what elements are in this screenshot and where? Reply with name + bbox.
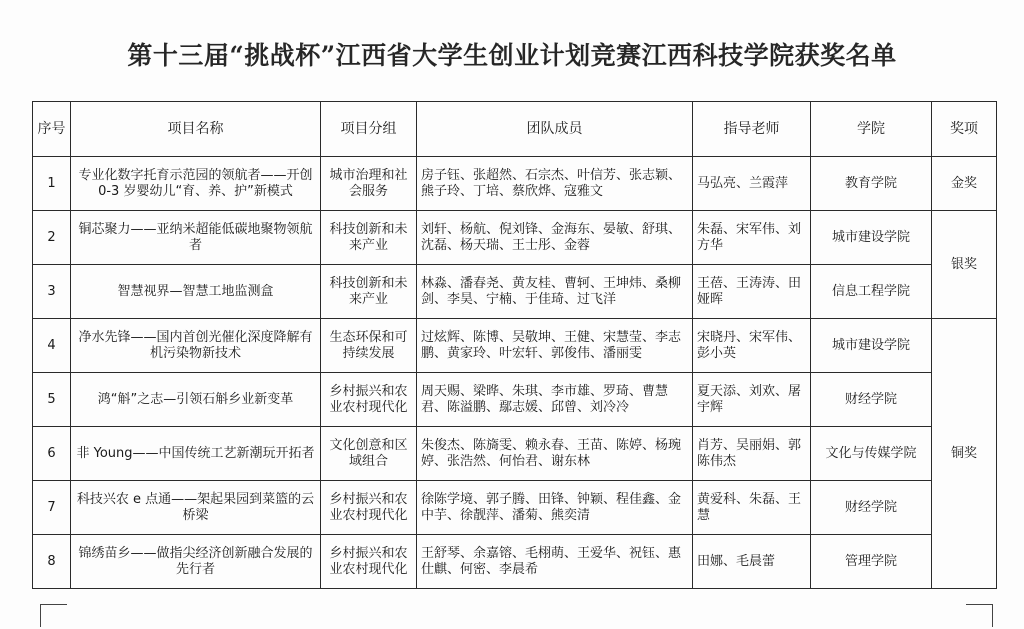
table-row (33, 427, 997, 481)
row-members: 朱俊杰、陈旖雯、赖永春、王苗、陈婷、杨琬婷、张浩然、何怡君、谢东林 (417, 427, 693, 481)
table-row (33, 319, 997, 373)
row-group: 科技创新和未来产业 (321, 265, 417, 319)
row-index: 8 (33, 535, 71, 589)
award-gold: 金奖 (932, 157, 997, 211)
row-group: 乡村振兴和农业农村现代化 (321, 481, 417, 535)
row-advisor: 宋晓丹、宋军伟、彭小英 (693, 319, 811, 373)
table-header-row (33, 102, 997, 157)
row-index: 2 (33, 211, 71, 265)
row-advisor: 王蓓、王涛涛、田娅晖 (693, 265, 811, 319)
row-members: 王舒琴、余嘉镕、毛栩萌、王爱华、祝钰、惠仕麒、何密、李晨希 (417, 535, 693, 589)
row-index: 4 (33, 319, 71, 373)
table-row (33, 373, 997, 427)
row-college: 文化与传媒学院 (811, 427, 932, 481)
row-members: 徐陈学境、郭子腾、田锋、钟颖、程佳鑫、金中芋、徐靓萍、潘菊、熊奕清 (417, 481, 693, 535)
row-advisor: 马弘亮、兰霞萍 (693, 157, 811, 211)
row-advisor: 夏天添、刘欢、屠宇辉 (693, 373, 811, 427)
award-bronze: 铜奖 (932, 319, 997, 589)
row-college: 信息工程学院 (811, 265, 932, 319)
table-row (33, 535, 997, 589)
header-college: 学院 (811, 102, 932, 157)
row-group: 生态环保和可持续发展 (321, 319, 417, 373)
table-row (33, 481, 997, 535)
header-index: 序号 (33, 102, 71, 157)
row-members: 周天赐、梁晔、朱琪、李市雄、罗琦、曹慧君、陈溢鹏、鄢志媛、邱曾、刘冷冷 (417, 373, 693, 427)
row-group: 文化创意和区域组合 (321, 427, 417, 481)
row-group: 乡村振兴和农业农村现代化 (321, 535, 417, 589)
row-index: 1 (33, 157, 71, 211)
row-members: 刘轩、杨航、倪刘锋、金海东、晏敏、舒琪、沈磊、杨天瑞、王士彤、金蓉 (417, 211, 693, 265)
row-index: 5 (33, 373, 71, 427)
row-advisor: 朱磊、宋军伟、刘方华 (693, 211, 811, 265)
row-members: 房子钰、张超然、石宗杰、叶信芳、张志颖、熊子玲、丁培、蔡欣烨、寇雅文 (417, 157, 693, 211)
row-index: 3 (33, 265, 71, 319)
row-index: 6 (33, 427, 71, 481)
row-members: 林淼、潘春尧、黄友桂、曹轲、王坤炜、桑柳剑、李昊、宁楠、于佳琦、过飞洋 (417, 265, 693, 319)
row-group: 城市治理和社会服务 (321, 157, 417, 211)
page-corner-mark-right (966, 604, 993, 627)
award-silver: 银奖 (932, 211, 997, 319)
header-group: 项目分组 (321, 102, 417, 157)
header-advisor: 指导老师 (693, 102, 811, 157)
row-project: 净水先锋——国内首创光催化深度降解有机污染物新技术 (71, 319, 321, 373)
row-project: 铜芯聚力——亚纳米超能低碳地聚物领航者 (71, 211, 321, 265)
row-advisor: 田娜、毛晨蕾 (693, 535, 811, 589)
row-group: 科技创新和未来产业 (321, 211, 417, 265)
row-project: 科技兴农 e 点通——架起果园到菜篮的云桥梁 (71, 481, 321, 535)
award-table (32, 101, 997, 589)
row-college: 教育学院 (811, 157, 932, 211)
header-members: 团队成员 (417, 102, 693, 157)
row-project: 非 Young——中国传统工艺新潮玩开拓者 (71, 427, 321, 481)
row-group: 乡村振兴和农业农村现代化 (321, 373, 417, 427)
row-advisor: 黄爱科、朱磊、王慧 (693, 481, 811, 535)
header-project: 项目名称 (71, 102, 321, 157)
row-college: 管理学院 (811, 535, 932, 589)
table-row (33, 265, 997, 319)
row-project: 智慧视界—智慧工地监测盒 (71, 265, 321, 319)
row-college: 财经学院 (811, 481, 932, 535)
page-title: 第十三届“挑战杯”江西省大学生创业计划竞赛江西科技学院获奖名单 (127, 41, 897, 70)
row-members: 过炫辉、陈博、吴敬坤、王健、宋慧莹、李志鹏、黄家玲、叶宏轩、郭俊伟、潘丽雯 (417, 319, 693, 373)
table-row (33, 211, 997, 265)
row-project: 鸿“斛”之志—引领石斛乡业新变革 (71, 373, 321, 427)
table-row (33, 157, 997, 211)
row-project: 专业化数字托育示范园的领航者——开创 0-3 岁婴幼儿“育、养、护”新模式 (71, 157, 321, 211)
row-college: 城市建设学院 (811, 319, 932, 373)
row-index: 7 (33, 481, 71, 535)
row-college: 城市建设学院 (811, 211, 932, 265)
row-project: 锦绣苗乡——做指尖经济创新融合发展的先行者 (71, 535, 321, 589)
row-college: 财经学院 (811, 373, 932, 427)
page-corner-mark-left (40, 604, 67, 627)
row-advisor: 肖芳、吴丽娟、郭陈伟杰 (693, 427, 811, 481)
header-award: 奖项 (932, 102, 997, 157)
